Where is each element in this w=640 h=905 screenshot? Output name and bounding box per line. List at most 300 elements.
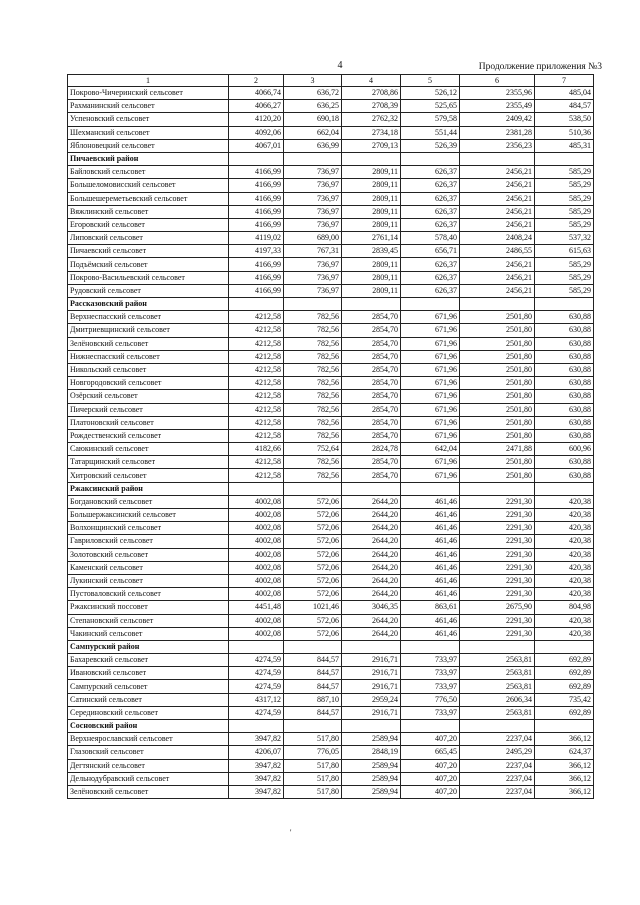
value-cell: 572,06 [284, 548, 342, 561]
municipality-name: Зелёновский сельсовет [68, 337, 229, 350]
value-cell [401, 152, 460, 165]
value-cell: 517,80 [284, 785, 342, 798]
municipality-name: Байловский сельсовет [68, 166, 229, 179]
municipality-name: Ржаксинский поссовет [68, 601, 229, 614]
value-cell: 662,04 [284, 126, 342, 139]
value-cell: 2501,80 [460, 311, 535, 324]
value-cell: 2291,30 [460, 548, 535, 561]
value-cell: 671,96 [401, 469, 460, 482]
value-cell: 630,88 [535, 377, 594, 390]
value-cell: 2854,70 [342, 324, 401, 337]
value-cell: 4212,58 [229, 429, 284, 442]
value-cell: 585,29 [535, 271, 594, 284]
value-cell: 2589,94 [342, 733, 401, 746]
value-cell: 2501,80 [460, 363, 535, 376]
value-cell: 863,61 [401, 601, 460, 614]
value-cell: 4002,08 [229, 548, 284, 561]
table-row [68, 456, 594, 469]
value-cell: 844,57 [284, 667, 342, 680]
value-cell: 2501,80 [460, 350, 535, 363]
value-cell: 752,64 [284, 443, 342, 456]
district-name: Рассказовский район [68, 298, 229, 311]
value-cell [535, 482, 594, 495]
value-cell: 407,20 [401, 733, 460, 746]
value-cell: 2644,20 [342, 561, 401, 574]
value-cell: 4066,74 [229, 87, 284, 100]
value-cell: 2408,24 [460, 232, 535, 245]
value-cell: 2644,20 [342, 588, 401, 601]
value-cell: 782,56 [284, 416, 342, 429]
municipality-name: Дельнодубравский сельсовет [68, 772, 229, 785]
municipality-name: Шехманский сельсовет [68, 126, 229, 139]
value-cell: 2762,32 [342, 113, 401, 126]
value-cell: 572,06 [284, 614, 342, 627]
value-cell: 624,37 [535, 746, 594, 759]
municipality-name: Верхнеярославский сельсовет [68, 733, 229, 746]
value-cell: 2501,80 [460, 429, 535, 442]
value-cell: 2456,21 [460, 258, 535, 271]
value-cell [342, 298, 401, 311]
value-cell: 4166,99 [229, 271, 284, 284]
value-cell: 4002,08 [229, 509, 284, 522]
table-row [68, 706, 594, 719]
value-cell: 2237,04 [460, 759, 535, 772]
municipality-name: Зелёновский сельсовет [68, 785, 229, 798]
value-cell: 636,99 [284, 139, 342, 152]
district-header-row [68, 298, 594, 311]
value-cell: 4002,08 [229, 522, 284, 535]
value-cell: 4212,58 [229, 416, 284, 429]
value-cell: 671,96 [401, 456, 460, 469]
value-cell: 526,39 [401, 139, 460, 152]
table-row [68, 548, 594, 561]
value-cell: 4182,66 [229, 443, 284, 456]
municipality-name: Хитровский сельсовет [68, 469, 229, 482]
value-cell: 510,36 [535, 126, 594, 139]
municipality-name: Успеновский сельсовет [68, 113, 229, 126]
municipality-name: Вяжлинский сельсовет [68, 205, 229, 218]
value-cell: 782,56 [284, 311, 342, 324]
value-cell [284, 152, 342, 165]
value-cell: 484,57 [535, 100, 594, 113]
value-cell: 626,37 [401, 192, 460, 205]
value-cell: 844,57 [284, 654, 342, 667]
table-row [68, 522, 594, 535]
value-cell: 461,46 [401, 588, 460, 601]
municipality-name: Пичаевский сельсовет [68, 245, 229, 258]
value-cell: 578,40 [401, 232, 460, 245]
table-row [68, 324, 594, 337]
value-cell: 4067,01 [229, 139, 284, 152]
value-cell: 782,56 [284, 377, 342, 390]
value-cell: 2291,30 [460, 614, 535, 627]
value-cell: 4212,58 [229, 469, 284, 482]
table-row [68, 363, 594, 376]
value-cell: 2291,30 [460, 627, 535, 640]
value-cell: 630,88 [535, 469, 594, 482]
value-cell: 2291,30 [460, 495, 535, 508]
value-cell: 2501,80 [460, 456, 535, 469]
value-cell: 2486,55 [460, 245, 535, 258]
table-row [68, 126, 594, 139]
municipality-name: Яблоновецкий сельсовет [68, 139, 229, 152]
value-cell: 572,06 [284, 535, 342, 548]
value-cell: 4166,99 [229, 179, 284, 192]
value-cell: 2854,70 [342, 416, 401, 429]
value-cell: 736,97 [284, 192, 342, 205]
value-cell: 526,12 [401, 87, 460, 100]
value-cell: 804,98 [535, 601, 594, 614]
value-cell: 2854,70 [342, 429, 401, 442]
municipality-name: Озёрский сельсовет [68, 390, 229, 403]
value-cell: 671,96 [401, 377, 460, 390]
value-cell: 4166,99 [229, 205, 284, 218]
value-cell [401, 720, 460, 733]
value-cell [535, 720, 594, 733]
value-cell: 3947,82 [229, 733, 284, 746]
value-cell: 572,06 [284, 588, 342, 601]
table-row [68, 561, 594, 574]
value-cell: 420,38 [535, 495, 594, 508]
value-cell: 692,89 [535, 680, 594, 693]
value-cell: 4212,58 [229, 377, 284, 390]
value-cell: 366,12 [535, 785, 594, 798]
value-cell: 525,65 [401, 100, 460, 113]
value-cell: 2456,21 [460, 166, 535, 179]
district-header-row [68, 640, 594, 653]
value-cell: 2563,81 [460, 680, 535, 693]
value-cell: 2355,49 [460, 100, 535, 113]
value-cell: 572,06 [284, 574, 342, 587]
value-cell: 776,50 [401, 693, 460, 706]
municipality-name: Нижнеспасский сельсовет [68, 350, 229, 363]
value-cell: 671,96 [401, 324, 460, 337]
value-cell: 2854,70 [342, 403, 401, 416]
value-cell: 4092,06 [229, 126, 284, 139]
value-cell: 4166,99 [229, 284, 284, 297]
table-row [68, 772, 594, 785]
value-cell: 733,97 [401, 706, 460, 719]
municipality-name: Покрово-Чичеринский сельсовет [68, 87, 229, 100]
value-cell: 366,12 [535, 733, 594, 746]
value-cell: 4197,33 [229, 245, 284, 258]
value-cell: 420,38 [535, 509, 594, 522]
value-cell: 782,56 [284, 390, 342, 403]
table-row [68, 271, 594, 284]
footer-mark: ' [290, 828, 292, 837]
value-cell: 407,20 [401, 785, 460, 798]
value-cell [342, 482, 401, 495]
table-row [68, 139, 594, 152]
value-cell: 782,56 [284, 350, 342, 363]
value-cell [229, 720, 284, 733]
value-cell: 767,31 [284, 245, 342, 258]
value-cell: 420,38 [535, 535, 594, 548]
municipality-name: Сатинский сельсовет [68, 693, 229, 706]
value-cell: 2644,20 [342, 574, 401, 587]
value-cell: 630,88 [535, 416, 594, 429]
value-cell: 2456,21 [460, 192, 535, 205]
value-cell: 782,56 [284, 469, 342, 482]
value-cell [229, 152, 284, 165]
value-cell [229, 640, 284, 653]
value-cell: 782,56 [284, 363, 342, 376]
value-cell: 2563,81 [460, 706, 535, 719]
value-cell: 461,46 [401, 509, 460, 522]
appendix-caption: Продолжение приложения №3 [478, 62, 602, 72]
municipality-name: Пичерский сельсовет [68, 403, 229, 416]
value-cell: 630,88 [535, 403, 594, 416]
value-cell: 2644,20 [342, 522, 401, 535]
column-header: 1 [68, 75, 229, 87]
value-cell: 690,18 [284, 113, 342, 126]
value-cell: 2237,04 [460, 772, 535, 785]
value-cell: 585,29 [535, 179, 594, 192]
municipality-name: Верхнеспасский сельсовет [68, 311, 229, 324]
district-name: Пичаевский район [68, 152, 229, 165]
value-cell: 630,88 [535, 311, 594, 324]
table-row [68, 258, 594, 271]
table-row [68, 100, 594, 113]
value-cell: 2456,21 [460, 271, 535, 284]
value-cell: 735,42 [535, 693, 594, 706]
value-cell: 461,46 [401, 495, 460, 508]
value-cell: 671,96 [401, 363, 460, 376]
value-cell: 2456,21 [460, 218, 535, 231]
value-cell: 572,06 [284, 561, 342, 574]
value-cell: 636,25 [284, 100, 342, 113]
value-cell: 2471,88 [460, 443, 535, 456]
value-cell: 4002,08 [229, 614, 284, 627]
municipality-name: Волхонщинский сельсовет [68, 522, 229, 535]
value-cell [284, 298, 342, 311]
value-cell: 782,56 [284, 429, 342, 442]
value-cell: 4274,59 [229, 654, 284, 667]
value-cell: 642,04 [401, 443, 460, 456]
value-cell: 2644,20 [342, 548, 401, 561]
value-cell: 736,97 [284, 205, 342, 218]
value-cell: 736,97 [284, 271, 342, 284]
value-cell [535, 152, 594, 165]
value-cell: 626,37 [401, 258, 460, 271]
table-row [68, 205, 594, 218]
table-row [68, 667, 594, 680]
value-cell: 2456,21 [460, 284, 535, 297]
value-cell: 2708,86 [342, 87, 401, 100]
value-cell: 2809,11 [342, 218, 401, 231]
table-row [68, 746, 594, 759]
value-cell: 626,37 [401, 218, 460, 231]
value-cell: 736,97 [284, 284, 342, 297]
municipality-name: Никольский сельсовет [68, 363, 229, 376]
value-cell: 4212,58 [229, 456, 284, 469]
value-cell: 2606,34 [460, 693, 535, 706]
value-cell: 4166,99 [229, 218, 284, 231]
value-cell [460, 720, 535, 733]
district-header-row [68, 152, 594, 165]
value-cell: 733,97 [401, 654, 460, 667]
value-cell: 2237,04 [460, 733, 535, 746]
table-row [68, 680, 594, 693]
value-cell: 461,46 [401, 535, 460, 548]
value-cell: 4212,58 [229, 311, 284, 324]
value-cell: 4212,58 [229, 403, 284, 416]
municipality-name: Степановский сельсовет [68, 614, 229, 627]
table-row [68, 113, 594, 126]
value-cell: 4002,08 [229, 627, 284, 640]
value-cell: 630,88 [535, 324, 594, 337]
value-cell: 2854,70 [342, 363, 401, 376]
value-cell [284, 720, 342, 733]
value-cell: 2501,80 [460, 377, 535, 390]
value-cell: 2916,71 [342, 680, 401, 693]
value-cell: 2854,70 [342, 456, 401, 469]
value-cell: 485,31 [535, 139, 594, 152]
column-header: 4 [342, 75, 401, 87]
value-cell: 4274,59 [229, 680, 284, 693]
value-cell: 407,20 [401, 759, 460, 772]
value-cell: 2501,80 [460, 416, 535, 429]
municipality-name: Большешереметьевский сельсовет [68, 192, 229, 205]
value-cell: 4212,58 [229, 350, 284, 363]
value-cell: 671,96 [401, 429, 460, 442]
value-cell: 630,88 [535, 337, 594, 350]
table-row [68, 535, 594, 548]
table-row [68, 179, 594, 192]
value-cell: 2848,19 [342, 746, 401, 759]
value-cell: 2456,21 [460, 179, 535, 192]
table-row [68, 601, 594, 614]
value-cell [460, 640, 535, 653]
municipality-name: Пустоваловский сельсовет [68, 588, 229, 601]
value-cell: 4274,59 [229, 667, 284, 680]
municipality-name: Дегтянский сельсовет [68, 759, 229, 772]
value-cell: 2824,78 [342, 443, 401, 456]
value-cell: 4120,20 [229, 113, 284, 126]
value-cell: 615,63 [535, 245, 594, 258]
value-cell: 4166,99 [229, 166, 284, 179]
value-cell: 366,12 [535, 759, 594, 772]
municipality-name: Покрово-Васильевский сельсовет [68, 271, 229, 284]
value-cell: 2291,30 [460, 561, 535, 574]
municipality-name: Богдановский сельсовет [68, 495, 229, 508]
municipality-name: Ивановский сельсовет [68, 667, 229, 680]
value-cell: 2501,80 [460, 390, 535, 403]
table-row [68, 759, 594, 772]
table-row [68, 509, 594, 522]
value-cell: 4119,02 [229, 232, 284, 245]
municipality-name: Рудовский сельсовет [68, 284, 229, 297]
table-row [68, 87, 594, 100]
value-cell: 736,97 [284, 166, 342, 179]
value-cell: 782,56 [284, 456, 342, 469]
value-cell: 630,88 [535, 429, 594, 442]
value-cell: 4002,08 [229, 588, 284, 601]
table-row [68, 588, 594, 601]
value-cell: 2916,71 [342, 654, 401, 667]
value-cell [535, 640, 594, 653]
table-row [68, 469, 594, 482]
value-cell: 2761,14 [342, 232, 401, 245]
column-header: 7 [535, 75, 594, 87]
value-cell: 4212,58 [229, 363, 284, 376]
table-row [68, 614, 594, 627]
value-cell: 2809,11 [342, 179, 401, 192]
value-cell: 630,88 [535, 456, 594, 469]
municipality-name: Серединовский сельсовет [68, 706, 229, 719]
table-row [68, 232, 594, 245]
value-cell: 420,38 [535, 588, 594, 601]
table-row [68, 403, 594, 416]
value-cell: 517,80 [284, 759, 342, 772]
value-cell: 844,57 [284, 680, 342, 693]
value-cell: 2501,80 [460, 469, 535, 482]
value-cell: 2916,71 [342, 667, 401, 680]
value-cell: 671,96 [401, 311, 460, 324]
value-cell: 2709,13 [342, 139, 401, 152]
value-cell: 626,37 [401, 271, 460, 284]
value-cell: 2644,20 [342, 509, 401, 522]
municipality-name: Чакинский сельсовет [68, 627, 229, 640]
table-row [68, 443, 594, 456]
value-cell: 2291,30 [460, 535, 535, 548]
value-cell: 579,58 [401, 113, 460, 126]
value-cell: 461,46 [401, 548, 460, 561]
value-cell: 630,88 [535, 390, 594, 403]
value-cell: 4166,99 [229, 258, 284, 271]
value-cell: 3947,82 [229, 759, 284, 772]
value-cell: 2291,30 [460, 588, 535, 601]
value-cell: 2589,94 [342, 759, 401, 772]
municipality-name: Рахманинский сельсовет [68, 100, 229, 113]
value-cell: 3046,35 [342, 601, 401, 614]
table-row [68, 429, 594, 442]
value-cell: 2809,11 [342, 258, 401, 271]
table-row [68, 284, 594, 297]
value-cell: 2589,94 [342, 772, 401, 785]
table-row [68, 627, 594, 640]
value-cell: 585,29 [535, 258, 594, 271]
table-row [68, 350, 594, 363]
value-cell: 461,46 [401, 627, 460, 640]
value-cell: 626,37 [401, 205, 460, 218]
table-row [68, 377, 594, 390]
value-cell: 2854,70 [342, 350, 401, 363]
column-header: 5 [401, 75, 460, 87]
value-cell [229, 298, 284, 311]
value-cell: 782,56 [284, 324, 342, 337]
value-cell: 2291,30 [460, 522, 535, 535]
value-cell: 2644,20 [342, 495, 401, 508]
value-cell: 2708,39 [342, 100, 401, 113]
value-cell: 538,50 [535, 113, 594, 126]
value-cell: 537,32 [535, 232, 594, 245]
value-cell: 671,96 [401, 390, 460, 403]
table-row [68, 416, 594, 429]
value-cell: 2854,70 [342, 390, 401, 403]
value-cell: 585,29 [535, 166, 594, 179]
value-cell: 420,38 [535, 522, 594, 535]
value-cell: 2501,80 [460, 324, 535, 337]
value-cell: 2456,21 [460, 205, 535, 218]
value-cell: 2237,04 [460, 785, 535, 798]
value-cell: 585,29 [535, 284, 594, 297]
value-cell: 4212,58 [229, 390, 284, 403]
value-cell: 572,06 [284, 522, 342, 535]
value-cell: 671,96 [401, 403, 460, 416]
value-cell [342, 152, 401, 165]
municipality-name: Большеломовисский сельсовет [68, 179, 229, 192]
